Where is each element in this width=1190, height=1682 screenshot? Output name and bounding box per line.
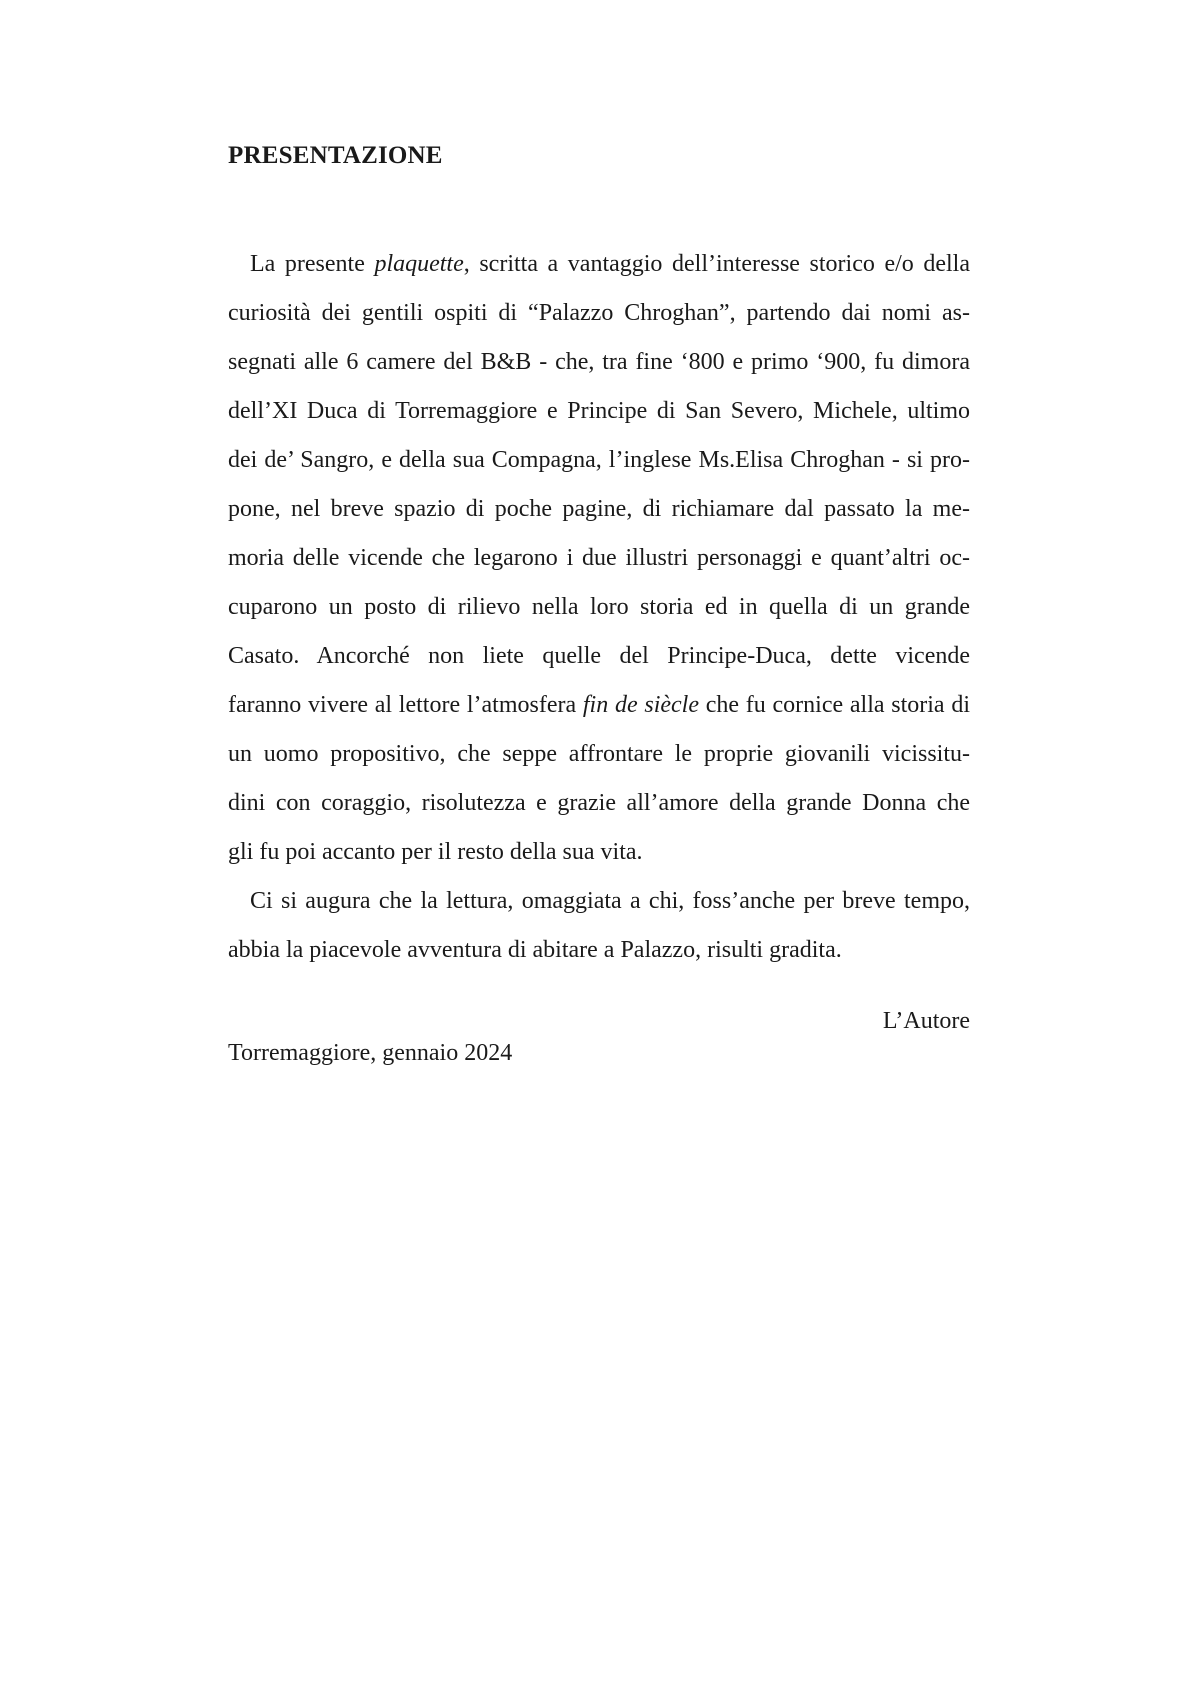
text-line: curiosità dei gentili ospiti di “Palazzo Chroghan”, partendo dai nomi as- (228, 300, 970, 326)
text-line: abbia la piacevole avventura di abitare a Palazzo, risulti gradita. (228, 937, 842, 963)
body-text (228, 240, 970, 975)
text-line: un uomo propositivo, che seppe affrontare le proprie giovanili vicissitu- (228, 741, 970, 767)
text-line (228, 240, 970, 289)
text-run: faranno vivere al lettore l’atmosfera (228, 692, 583, 718)
italic-text: fin de siècle (582, 692, 699, 718)
text-line: dell’XI Duca di Torremaggiore e Principe di San Severo, Michele, ultimo (228, 398, 970, 424)
place-date: Torremaggiore, gennaio 2024 (228, 1040, 513, 1066)
text-line: dei de’ Sangro, e della sua Compagna, l’inglese Ms.Elisa Chroghan - si pro- (228, 447, 970, 473)
page-title: PRESENTAZIONE (228, 142, 443, 169)
text-line: Casato. Ancorché non liete quelle del Principe-Duca, dette vicende (228, 643, 970, 669)
text-line: cuparono un posto di rilievo nella loro storia ed in quella di un grande (228, 594, 970, 620)
text-run: La presente (250, 251, 375, 277)
text-line: moria delle vicende che legarono i due illustri personaggi e quant’altri oc- (228, 545, 970, 571)
text-run: , scritta a vantaggio dell’interesse storico e/o della (463, 251, 970, 277)
text-line: segnati alle 6 camere del B&B - che, tra fine ‘800 e primo ‘900, fu dimora (228, 349, 970, 375)
text-line: gli fu poi accanto per il resto della sua vita. (228, 839, 643, 865)
signature: L’Autore (882, 1008, 970, 1034)
text-line: Ci si augura che la lettura, omaggiata a chi, foss’anche per breve tempo, (250, 888, 970, 914)
text-line: dini con coraggio, risolutezza e grazie all’amore della grande Donna che (228, 790, 970, 816)
italic-text: plaquette (374, 251, 464, 277)
text-line (228, 681, 970, 730)
text-line: pone, nel breve spazio di poche pagine, di richiamare dal passato la me- (228, 496, 970, 522)
text-run: che fu cornice alla storia di (698, 692, 970, 718)
